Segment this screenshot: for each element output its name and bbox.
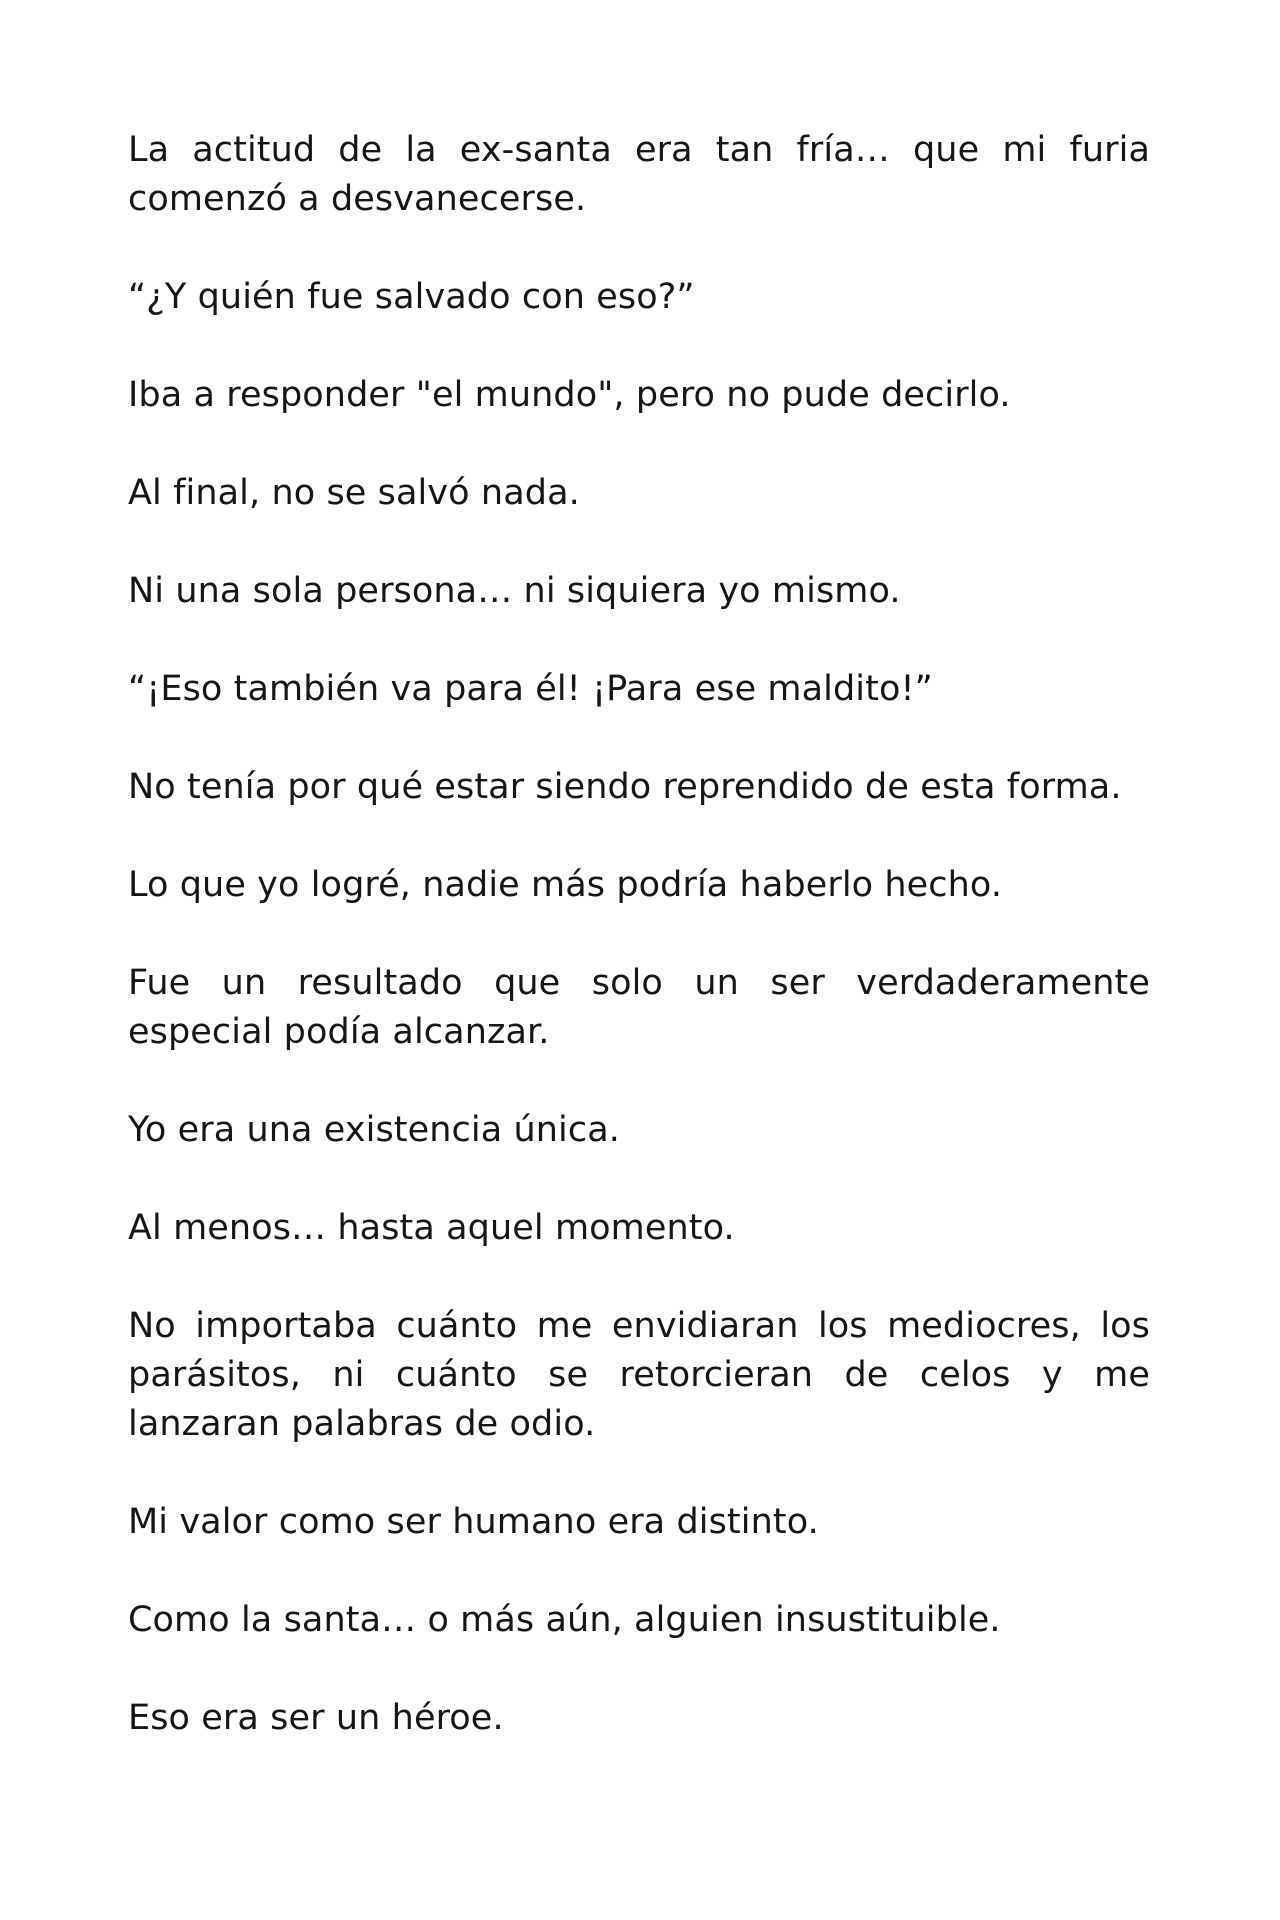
paragraph: “¡Eso también va para él! ¡Para ese maldito!” — [128, 669, 933, 709]
paragraph: Ni una sola persona… ni siquiera yo mismo. — [128, 571, 901, 611]
paragraph: Como la santa… o más aún, alguien insustituible. — [128, 1600, 1001, 1640]
paragraph: Eso era ser un héroe. — [128, 1698, 504, 1738]
paragraph: Iba a responder "el mundo", pero no pude decirlo. — [128, 375, 1011, 415]
paragraph: No importaba cuánto me envidiaran los mediocres, los parásitos, ni cuánto se retorcieran de celos y me lanzaran palabras de odio. — [128, 1306, 1150, 1444]
paragraph: Al final, no se salvó nada. — [128, 473, 580, 513]
paragraph: Fue un resultado que solo un ser verdaderamente especial podía alcanzar. — [128, 963, 1150, 1052]
paragraph: “¿Y quién fue salvado con eso?” — [128, 277, 695, 317]
paragraph: Mi valor como ser humano era distinto. — [128, 1502, 819, 1542]
paragraph: La actitud de la ex-santa era tan fría… que mi furia comenzó a desvanecerse. — [128, 130, 1150, 219]
paragraph: Lo que yo logré, nadie más podría haberlo hecho. — [128, 865, 1003, 905]
paragraph: Yo era una existencia única. — [128, 1110, 620, 1150]
text-body — [128, 126, 1150, 1743]
paragraph: No tenía por qué estar siendo reprendido de esta forma. — [128, 767, 1122, 807]
paragraph: Al menos… hasta aquel momento. — [128, 1208, 735, 1248]
